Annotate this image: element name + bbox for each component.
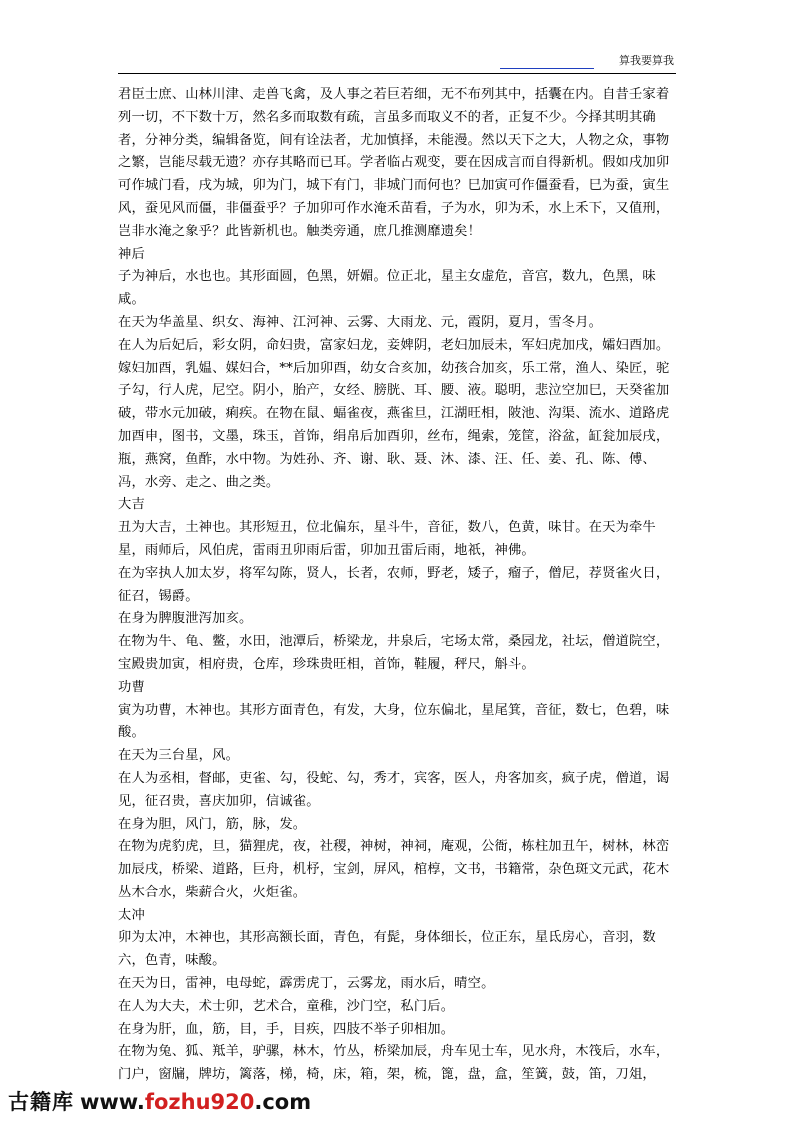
- paragraph: 在身为胆，风门，筋，脉，发。: [118, 816, 307, 832]
- paragraph: 在身为脾腹泄泻加亥。: [118, 611, 253, 627]
- footer-url-suffix: .com: [254, 1090, 312, 1114]
- paragraph: 在为宰执人加太岁，将军勾陈，贤人，长者，农师，野老，矮子，瘤子，僧尼，荐贤雀火日，征召，锡爵。: [118, 565, 670, 604]
- paragraph: 在人为丞相，督邮，吏雀、勾，役蛇、勾，秀才，宾客，医人，舟客加亥，疯子虎，僧道，谒见，征召贵，喜庆加卯，信诚雀。: [118, 770, 670, 809]
- paragraph: 在天为华盖星、织女、海神、江河神、云雾、大雨龙、元，霞阴，夏月，雪冬月。: [118, 314, 603, 330]
- document-body: [118, 84, 678, 1087]
- section-heading-taichong: 太冲: [118, 907, 145, 923]
- header-title: 算我要算我: [619, 54, 674, 67]
- paragraph: 在物为兔、狐、羝羊，驴骡，林木，竹丛，桥梁加辰，舟车见士车，见水舟，木筏后，水车，门户，窗牖，牌坊，篱落，梯，椅，床，箱，架，梳，篦，盘，盒，笙簧，鼓，笛，刀俎，: [118, 1044, 670, 1083]
- paragraph: 子为神后，水也也。其形面圆，色黑，妍媚。位正北，星主女虚危，音宫，数九，色黑，味咸。: [118, 269, 656, 308]
- paragraph: 在天为日，雷神，电母蛇，霹雳虎丁，云雾龙，雨水后，晴空。: [118, 976, 495, 992]
- paragraph: 丑为大吉，土神也。其形短丑，位北偏东，星斗牛，音征，数八，色黄，味甘。在天为牵牛星，雨师后，风伯虎，雷雨丑卯雨后雷，卯加丑雷后雨，地祇，神佛。: [118, 520, 656, 558]
- paragraph: 在身为肝，血，筋，目，手，目疾，四肢不举子卯相加。: [118, 1021, 455, 1037]
- paragraph: 卯为太冲，木神也，其形高额长面，青色，有髭，身体细长，位正东，星氐房心，音羽，数六，色青，味酸。: [118, 930, 656, 969]
- paragraph: 在人为后妃后，彩女阴，命妇贵，富家妇龙，妾婢阴，老妇加辰未，军妇虎加戌，孀妇酉加。嫁妇加酉，乳媪、媒妇合，**后加卯酉，幼女合亥加，幼孩合加亥，乐工常，渔人、染匠，驼子勾，行人虎，尼空。阴小，胎产，女经、膀胱、耳、腰、液。聪明，悲泣空加巳，天癸雀加破，带水元加破，痢疾。在物在鼠、蝠雀夜，燕雀旦，江湖旺相，陂池、沟渠、流水、道路虎加酉申，图书，文墨，珠玉，首饰，绢帛后加酉卯，丝布，绳索，笼筐，浴盆，缸瓮加辰戌，瓶，燕窝，鱼酢，水中物。为姓孙、齐、谢、耿、聂、沐、漆、汪、任、姜、孔、陈、傅、冯，水旁、走之、曲之类。: [118, 337, 670, 490]
- paragraph: 寅为功曹，木神也。其形方面青色，有发，大身，位东偏北，星尾箕，音征，数七，色碧，味酸。: [118, 702, 670, 741]
- footer-watermark: [8, 1087, 311, 1117]
- footer-url-prefix: www.: [80, 1090, 145, 1114]
- section-heading-daji: 大吉: [118, 497, 145, 513]
- paragraph: 在人为大夫，术士卯，艺术合，童稚，沙门空，私门后。: [118, 998, 455, 1014]
- paragraph: 在物为牛、龟、鳖，水田，池潭后，桥梁龙，井泉后，宅场太常，桑园龙，社坛，僧道院空，宝殿贵加寅，相府贵，仓库，珍珠贵旺相，首饰，鞋履，秤尺，斛斗。: [118, 634, 670, 672]
- footer-url-domain: fozhu920: [144, 1090, 255, 1114]
- header-divider: [118, 73, 676, 74]
- section-heading-shenhou: 神后: [118, 246, 145, 262]
- paragraph: 在天为三台星，风。: [118, 748, 240, 764]
- footer-site-name: 古籍库: [8, 1090, 74, 1114]
- section-heading-gongcao: 功曹: [118, 679, 145, 695]
- header-link-underline[interactable]: [500, 68, 594, 69]
- paragraph-intro: 君臣士庶、山林川津、走兽飞禽，及人事之若巨若细，无不布列其中，括囊在内。自昔壬家着列一切，不下数十万，然名多而取数有疏，言虽多而取义不的者，正复不少。今择其明其确者，分神分类，编辑备览，间有诠法者，尤加慎择，未能漫。然以天下之大，人物之众，事物之繁，岂能尽载无遗？亦存其略而已耳。学者临占观变，要在因成言而自得新机。假如戌加卯可作城门看，戌为城，卯为门，城下有门，非城门而何也？巳加寅可作僵蚕看，巳为蚕，寅生风，蚕见风而僵，非僵蚕乎？子加卯可作水淹禾苗看，子为水，卯为禾，水上禾下，又值刑，岂非水淹之象乎？此皆新机也。触类旁通，庶几推测靡遗矣！: [118, 87, 670, 239]
- page-header: [118, 54, 676, 72]
- paragraph: 在物为虎豹虎，旦，猫狸虎，夜，社稷，神树，神祠，庵观，公衙，栋柱加丑午，树林，林峦加辰戌，桥梁、道路，巨舟，机杼，宝剑，屏风，棺椁，文书，书籍常，杂色斑文元武，花木丛木合水，柴薪合火，火炬雀。: [118, 839, 670, 900]
